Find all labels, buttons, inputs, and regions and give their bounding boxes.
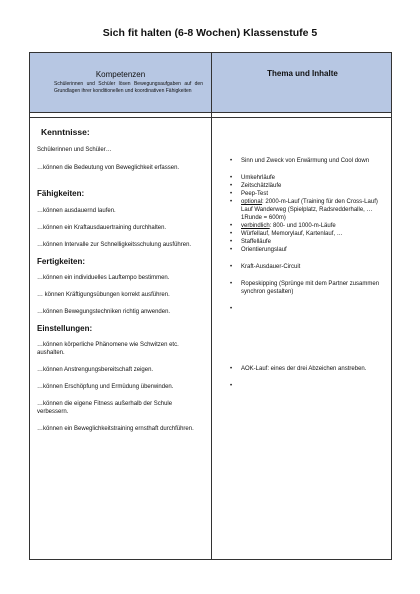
list-item: …können Intervalle zur Schnelligkeitsschulung ausführen. [37,242,192,248]
einstellungen-heading: Einstellungen: [37,324,93,333]
topics-column [229,157,389,390]
list-item: …können Anstrengungsbereitschaft zeigen. [37,367,154,373]
list-item: • Sinn und Zweck von Erwärmung und Cool down [229,157,389,165]
list-item: • Umkehrläufe [229,174,389,182]
kenntnisse-intro: Schülerinnen und Schüler… [37,147,112,153]
header-competences-title: Kompetenzen [95,70,146,79]
competences-column [37,128,205,433]
list-item [229,305,389,313]
list-item: …können die eigene Fitness außerhalb der Schule verbessern. [37,401,173,415]
kenntnisse-heading: Kenntnisse: [41,127,90,137]
list-item: • Zeitschätzläufe [229,182,389,190]
competence-table [29,52,392,560]
header-competences [30,53,211,113]
list-item [229,222,389,230]
optional-text: : 2000-m-Lauf (Training für den Cross-Lauf) Lauf Wanderweg (Spielplatz, Radsredderhalle, … 1Runde = 600m) [241,199,378,221]
list-item: …können ein Kraftausdauertraining durchhalten. [37,225,167,231]
list-item: • Orientierungslauf [229,246,389,254]
row-divider [30,117,391,118]
list-item: …können die Bedeutung von Beweglichkeit erfassen. [37,165,180,171]
document-title: Sich fit halten (6-8 Wochen) Klassenstufe 5 [102,27,318,39]
faehigkeiten-heading: Fähigkeiten: [37,189,85,198]
mandatory-label: verbindlich [241,223,270,229]
list-item: …können Erschöpfung und Ermüdung überwinden. [37,384,174,390]
fertigkeiten-heading: Fertigkeiten: [37,257,86,266]
optional-label: optional [241,199,263,205]
list-item: • Ropeskipping (Sprünge mit dem Partner zusammen synchron gestalten) [229,280,389,296]
list-item: • Staffelläufe [229,238,389,246]
header-competences-subtitle: Schülerinnen und Schüler lösen Bewegungsaufgaben auf den Grundlagen ihrer konditionellen und koordinativen Fähigkeiten [54,81,203,94]
list-item [229,198,389,222]
list-item: …können körperliche Phänomene wie Schwitzen etc. aushalten. [37,342,179,356]
list-item: …können ausdauernd laufen. [37,208,116,214]
list-item: …können ein Beweglichkeitstraining ernsthaft durchführen. [37,426,194,432]
list-item: …können Bewegungstechniken richtig anwenden. [37,309,171,315]
list-item: • Kraft-Ausdauer-Circuit [229,263,389,271]
list-item: … können Kräftigungsübungen korrekt ausführen. [37,292,170,298]
list-item: • Würfellauf, Memorylauf, Kartenlauf, … [229,230,389,238]
list-item: • Peep-Test [229,190,389,198]
mandatory-text: : 800- und 1000-m-Läufe [269,223,336,229]
list-item [229,382,389,390]
list-item: • AOK-Lauf: eines der drei Abzeichen anstreben. [229,365,389,373]
list-item: …können ein individuelles Lauftempo bestimmen. [37,275,170,281]
column-divider [211,53,212,559]
header-topic-title: Thema und Inhalte [267,69,338,78]
